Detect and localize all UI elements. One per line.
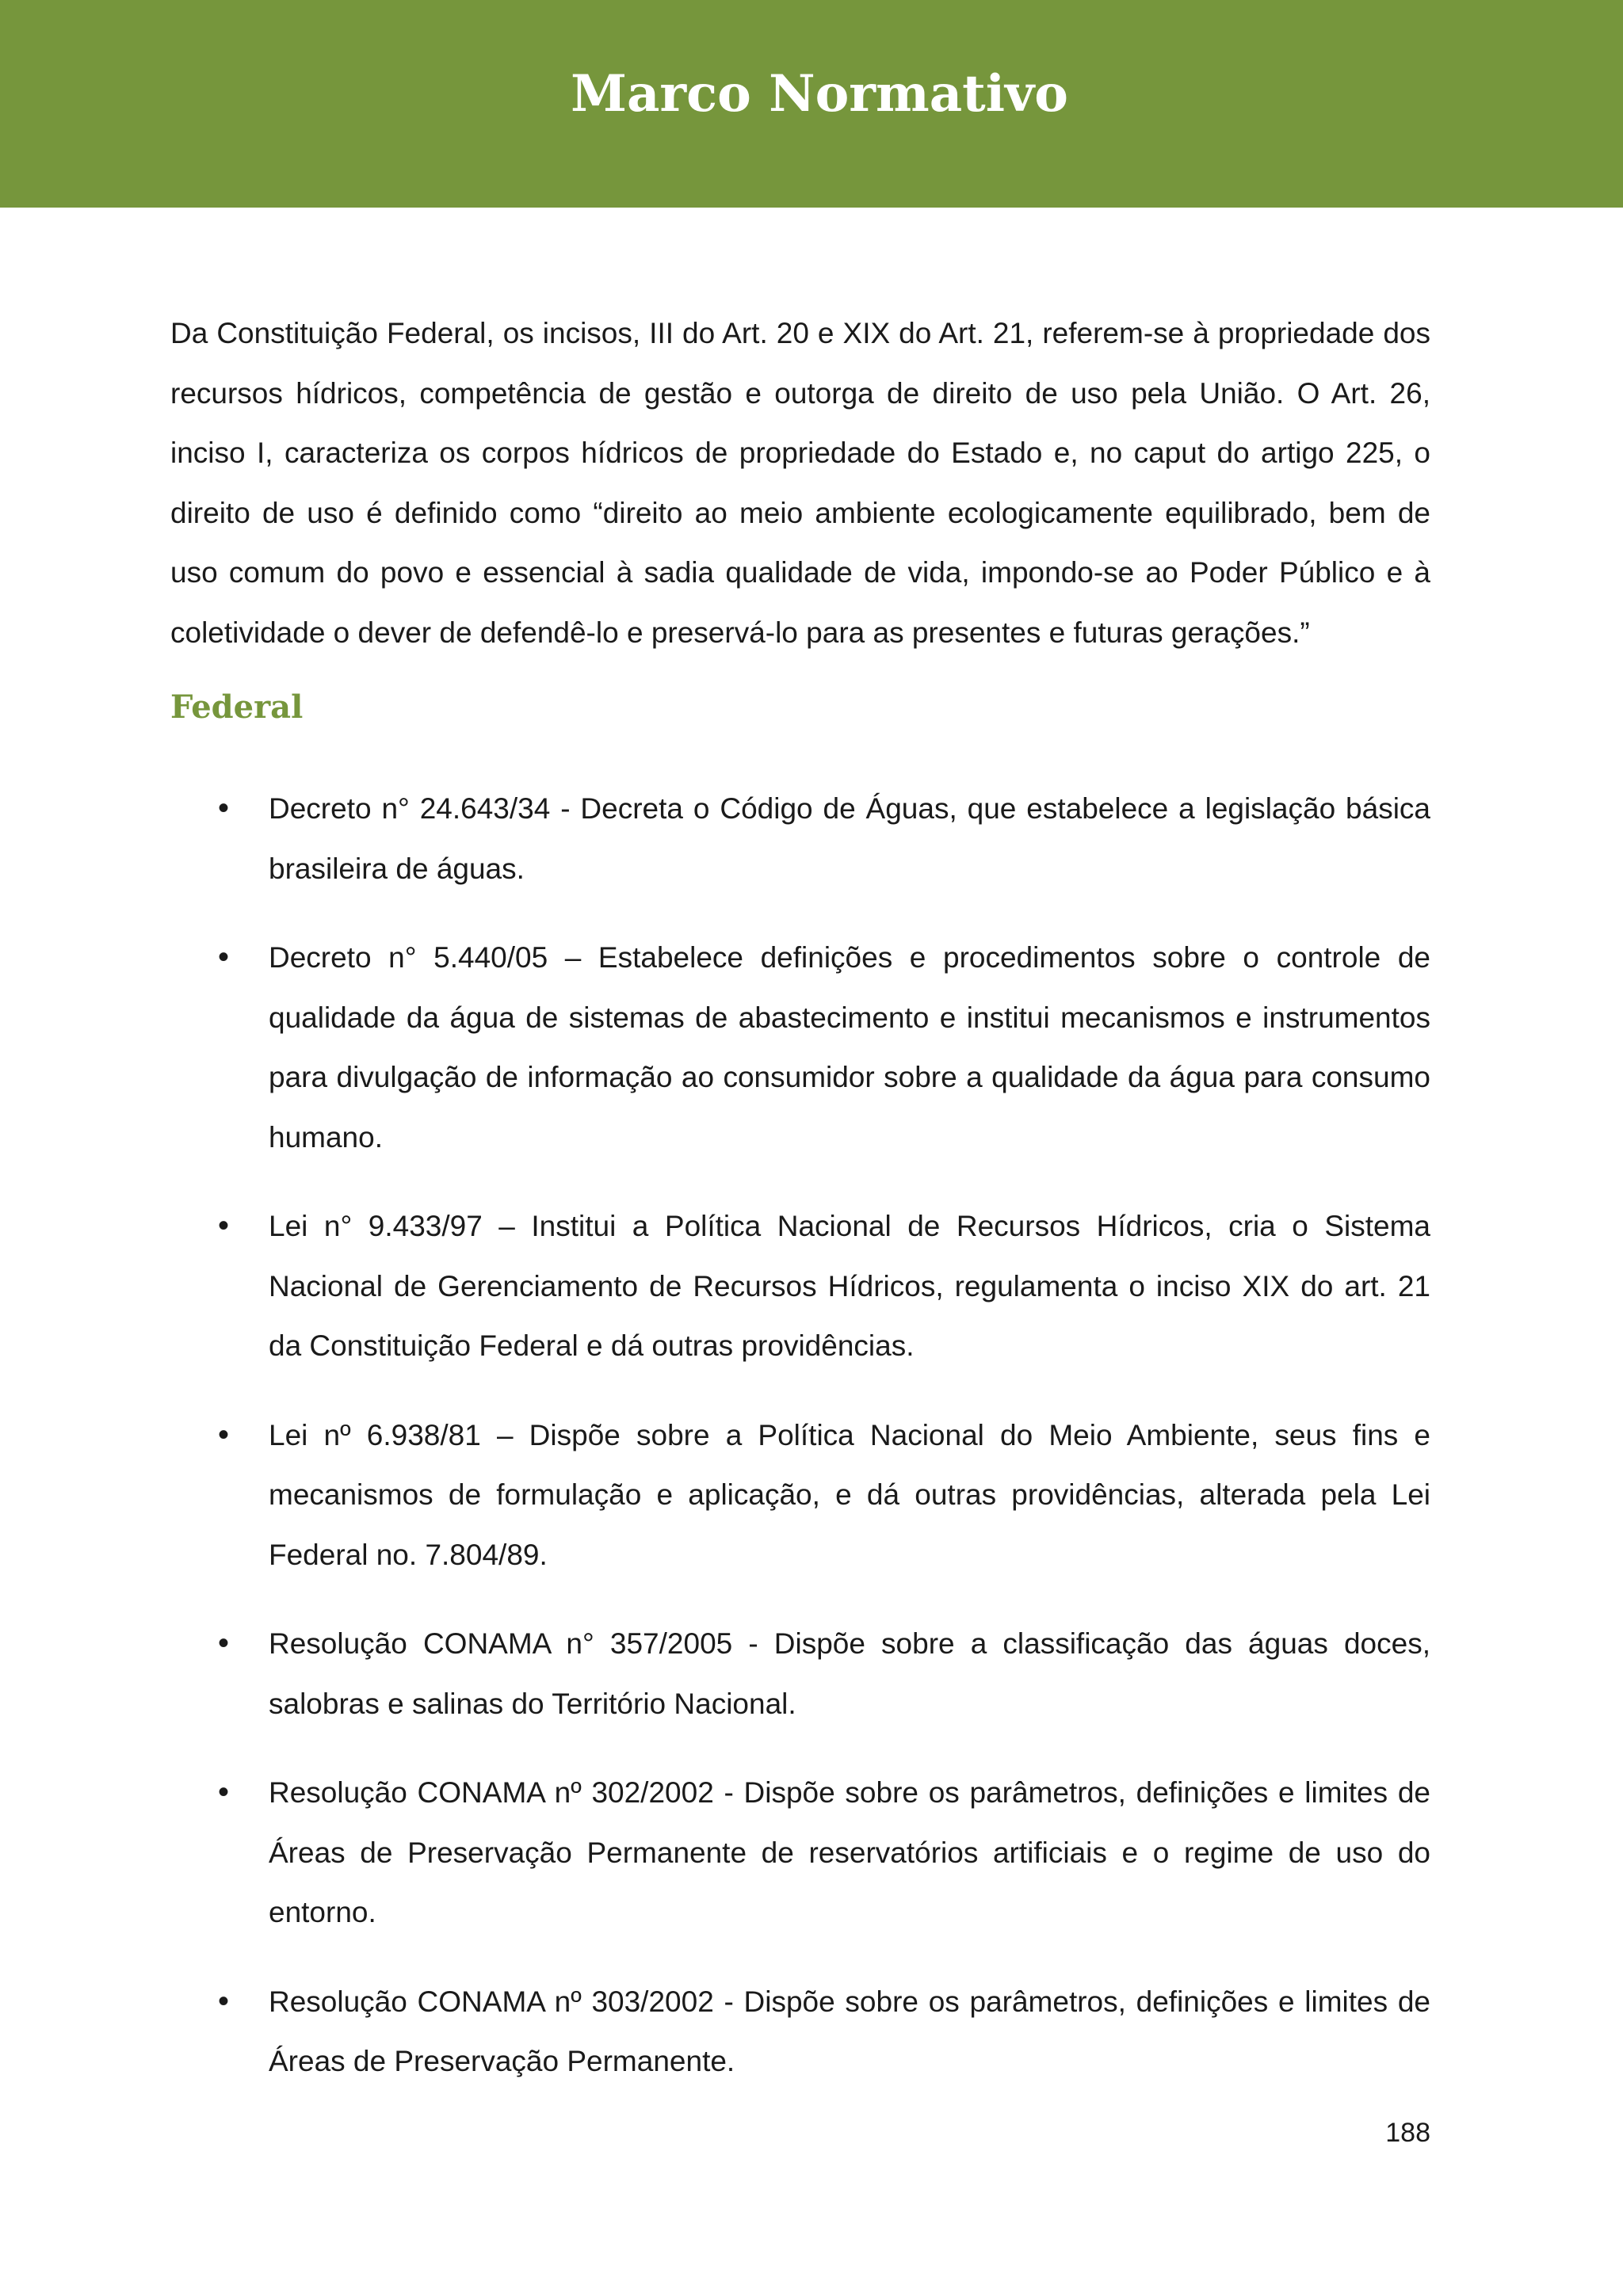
list-item bbox=[170, 779, 1430, 898]
bullet-icon: • bbox=[218, 940, 230, 974]
list-item-text: Decreto n° 5.440/05 – Estabelece definições e procedimentos sobre o controle de qualidade da água de sistemas de abastecimento e institui mecanismos e instrumentos para divulgação de informação ao consumidor sobre a qualidade da água para consumo humano. bbox=[269, 941, 1430, 1154]
page-number: 188 bbox=[1385, 2118, 1430, 2148]
list-item-text: Lei n° 9.433/97 – Institui a Política Nacional de Recursos Hídricos, cria o Sistema Nacional de Gerenciamento de Recursos Hídricos, regulamenta o inciso XIX do art. 21 da Constituição Federal e dá outras providências. bbox=[269, 1210, 1430, 1362]
federal-law-list bbox=[170, 779, 1430, 2092]
list-item bbox=[170, 1972, 1430, 2092]
section-heading-federal: Federal bbox=[170, 688, 304, 726]
list-item-text: Resolução CONAMA n° 357/2005 - Dispõe sobre a classificação das águas doces, salobras e salinas do Território Nacional. bbox=[269, 1627, 1430, 1720]
list-item-text: Lei nº 6.938/81 – Dispõe sobre a Política Nacional do Meio Ambiente, seus fins e mecanismos de formulação e aplicação, e dá outras providências, alterada pela Lei Federal no. 7.804/89. bbox=[269, 1418, 1430, 1571]
intro-paragraph: Da Constituição Federal, os incisos, III do Art. 20 e XIX do Art. 21, referem-se à propriedade dos recursos hídricos, competência de gestão e outorga de direito de uso pela União. O Art. 26, inciso I, caracteriza os corpos hídricos de propriedade do Estado e, no caput do artigo 225, o direito de uso é definido como “direito ao meio ambiente ecologicamente equilibrado, bem de uso comum do povo e essencial à sadia qualidade de vida, impondo-se ao Poder Público e à coletividade o dever de defendê-lo e preservá-lo para as presentes e futuras gerações.” bbox=[170, 317, 1430, 649]
list-item-text: Resolução CONAMA nº 303/2002 - Dispõe sobre os parâmetros, definições e limites de Áreas de Preservação Permanente. bbox=[269, 1985, 1430, 2077]
list-item-text: Resolução CONAMA nº 302/2002 - Dispõe sobre os parâmetros, definições e limites de Áreas de Preservação Permanente de reservatórios artificiais e o regime de uso do entorno. bbox=[269, 1776, 1430, 1928]
bullet-icon: • bbox=[218, 1775, 230, 1810]
list-item bbox=[170, 1196, 1430, 1376]
document-body bbox=[170, 303, 1430, 2121]
bullet-icon: • bbox=[218, 1417, 230, 1452]
bullet-icon: • bbox=[218, 1208, 230, 1243]
list-item bbox=[170, 1763, 1430, 1943]
list-item-text: Decreto n° 24.643/34 - Decreta o Código de Águas, que estabelece a legislação básica brasileira de águas. bbox=[269, 792, 1430, 885]
bullet-icon: • bbox=[218, 1983, 230, 2019]
header-band bbox=[0, 0, 1623, 208]
list-item bbox=[170, 928, 1430, 1167]
list-item bbox=[170, 1405, 1430, 1585]
page-title: Marco Normativo bbox=[571, 64, 1068, 124]
list-item bbox=[170, 1614, 1430, 1733]
bullet-icon: • bbox=[218, 791, 230, 826]
bullet-icon: • bbox=[218, 1626, 230, 1661]
